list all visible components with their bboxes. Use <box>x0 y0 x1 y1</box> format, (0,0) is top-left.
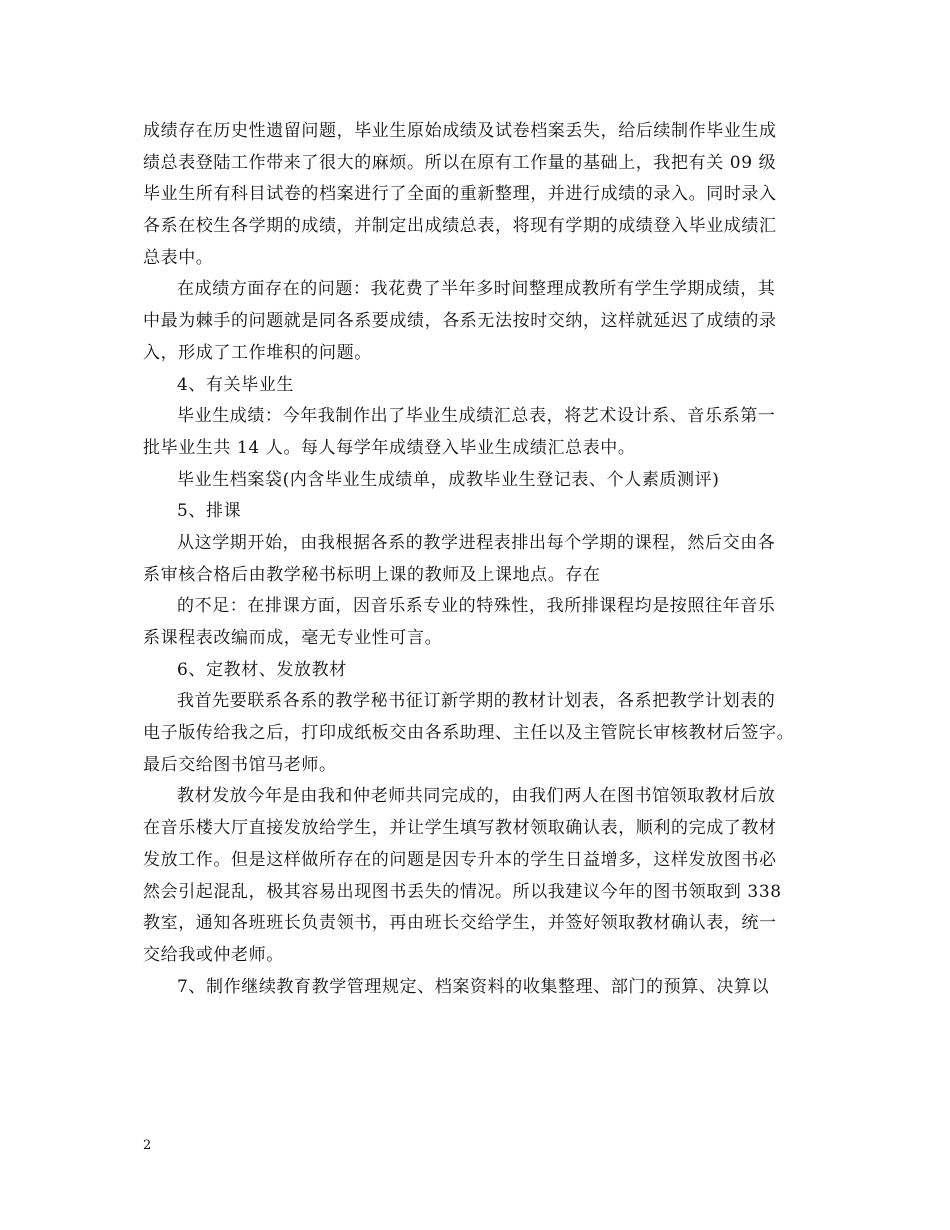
text-line: 6、定教材、发放教材 <box>177 659 347 680</box>
text-line: 在成绩方面存在的问题：我花费了半年多时间整理成教所有学生学期成绩，其 <box>177 279 776 300</box>
text-line: 绩总表登陆工作带来了很大的麻烦。所以在原有工作量的基础上，我把有关 09 级 <box>143 152 777 173</box>
text-line: 电子版传给我之后，打印成纸板交由各系助理、主任以及主管院长审核教材后签字。 <box>143 723 795 744</box>
text-line: 系课程表改编而成，毫无专业性可言。 <box>143 628 443 648</box>
text-line: 在音乐楼大厅直接发放给学生，并让学生填写教材领取确认表，顺利的完成了教材 <box>143 818 777 839</box>
document-body <box>143 116 813 1003</box>
text-line: 交给我或仲老师。 <box>143 944 284 965</box>
text-line: 成绩存在历史性遗留问题，毕业生原始成绩及试卷档案丢失，给后续制作毕业生成 <box>143 121 777 141</box>
text-line: 教室，通知各班班长负责领书，再由班长交给学生，并签好领取教材确认表，统一 <box>143 913 777 934</box>
text-line: 毕业生档案袋(内含毕业生成绩单，成教毕业生登记表、个人素质测评) <box>177 469 720 490</box>
text-line: 7、制作继续教育教学管理规定、档案资料的收集整理、部门的预算、决算以 <box>177 976 770 997</box>
text-line: 毕业生成绩：今年我制作出了毕业生成绩汇总表，将艺术设计系、音乐系第一 <box>177 406 776 427</box>
text-line: 4、有关毕业生 <box>177 374 295 395</box>
text-line: 毕业生所有科目试卷的档案进行了全面的重新整理，并进行成绩的录入。同时录入 <box>143 184 777 205</box>
text-line: 入，形成了工作堆积的问题。 <box>143 342 372 363</box>
page-number: 2 <box>143 1138 152 1153</box>
text-line: 然会引起混乱，极其容易出现图书丢失的情况。所以我建议今年的图书领取到 338 <box>143 881 782 902</box>
text-line: 的不足：在排课方面，因音乐系专业的特殊性，我所排课程均是按照往年音乐 <box>177 596 776 617</box>
text-line: 最后交给图书馆马老师。 <box>143 754 337 775</box>
text-line: 各系在校生各学期的成绩，并制定出成绩总表，将现有学期的成绩登入毕业成绩汇 <box>143 216 777 237</box>
text-line: 批毕业生共 14 人。每人每学年成绩登入毕业生成绩汇总表中。 <box>143 437 636 458</box>
text-line: 5、排课 <box>177 501 242 522</box>
text-line: 中最为棘手的问题就是同各系要成绩，各系无法按时交纳，这样就延迟了成绩的录 <box>143 311 777 332</box>
text-line: 总表中。 <box>143 247 214 268</box>
text-line: 系审核合格后由教学秘书标明上课的教师及上课地点。存在 <box>143 564 601 585</box>
text-line: 我首先要联系各系的教学秘书征订新学期的教材计划表，各系把教学计划表的 <box>177 691 776 712</box>
text-line: 发放工作。但是这样做所存在的问题是因专升本的学生日益增多，这样发放图书必 <box>143 849 777 870</box>
text-line: 教材发放今年是由我和仲老师共同完成的，由我们两人在图书馆领取教材后放 <box>177 786 776 807</box>
text-line: 从这学期开始，由我根据各系的教学进程表排出每个学期的课程，然后交由各 <box>177 532 776 553</box>
